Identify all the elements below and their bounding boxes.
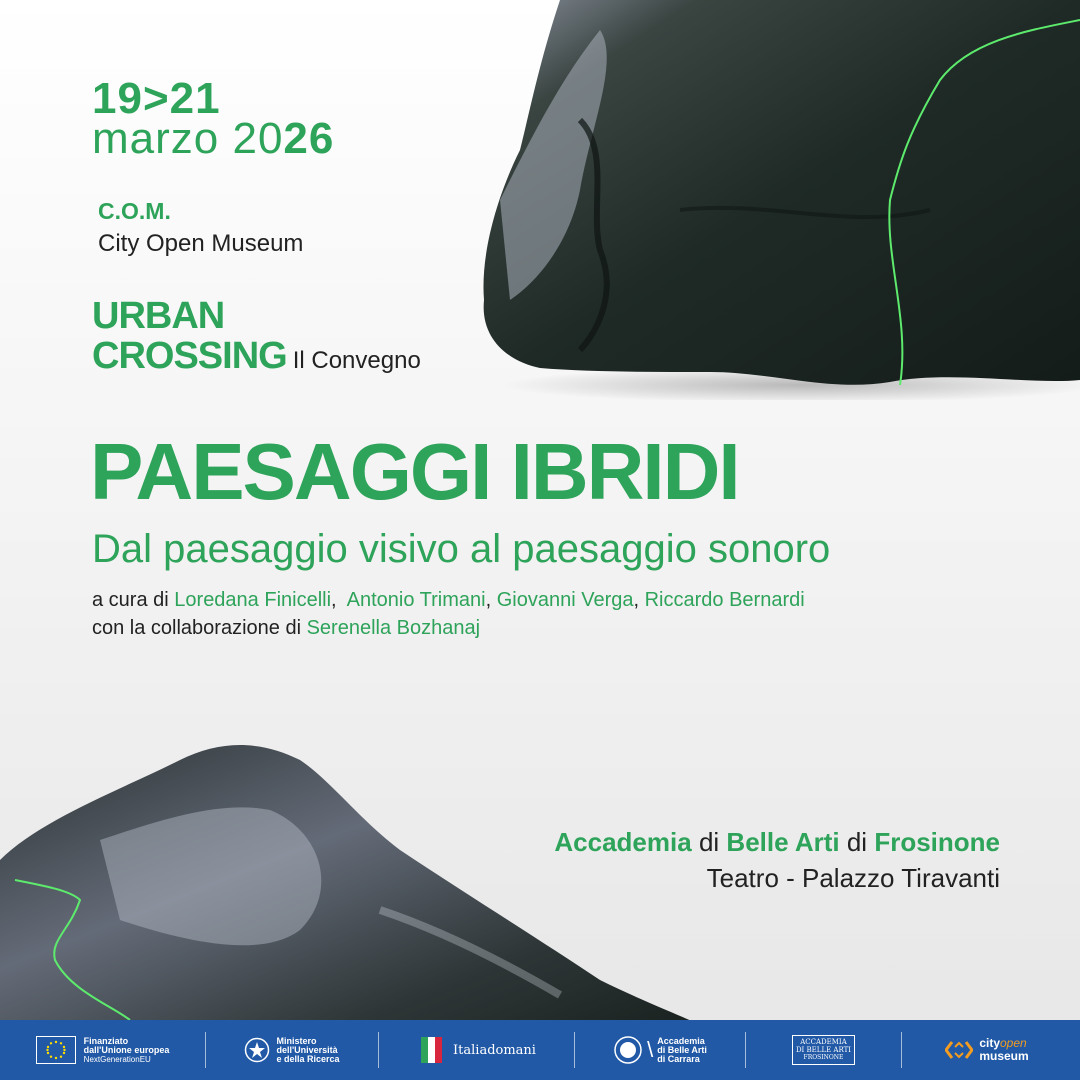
- ministry-line: Ministero: [276, 1035, 317, 1046]
- venue-word: Belle Arti: [726, 827, 840, 857]
- ministry-emblem-icon: [244, 1037, 270, 1063]
- rock-image-top: [470, 0, 1080, 400]
- curator-name: Loredana Finicelli: [174, 589, 332, 611]
- city-open-museum-logo: [902, 1020, 1072, 1080]
- frosinone-line: ACCADEMIA: [800, 1038, 847, 1046]
- main-title: PAESAGGI IBRIDI: [90, 427, 739, 516]
- frosinone-line: DI BELLE ARTI: [795, 1046, 852, 1054]
- italiadomani-logo: [379, 1020, 574, 1080]
- eu-logo: [0, 1020, 205, 1080]
- com-word: open: [1000, 1036, 1027, 1050]
- series-title: [92, 296, 421, 381]
- credits: a cura di Loredana Finicelli, Antonio Trimani, Giovanni Verga, Riccardo Bernardi con la collaborazione di Serenella Bozhanaj: [92, 589, 805, 639]
- collab-prefix: con la collaborazione di: [92, 617, 302, 639]
- ministry-line: e della Ricerca: [276, 1053, 340, 1064]
- curator-name: Riccardo Bernardi: [644, 589, 805, 611]
- carrara-slash-icon: \: [647, 1037, 654, 1062]
- italiadomani-text: Italiadomani: [453, 1042, 536, 1058]
- com-word: city: [979, 1036, 1000, 1050]
- event-month-year: [92, 114, 334, 164]
- com-diamond-icon: [945, 1039, 973, 1061]
- curator-name: Antonio Trimani: [346, 589, 486, 611]
- sponsor-footer: [0, 1020, 1080, 1080]
- event-year-bold: 26: [283, 114, 335, 163]
- venue-word: di: [846, 827, 868, 857]
- ministry-logo: [206, 1020, 378, 1080]
- museum-name: City Open Museum: [98, 230, 304, 257]
- event-month: marzo 20: [92, 114, 284, 163]
- museum-acronym: C.O.M.: [98, 198, 171, 224]
- curated-prefix: a cura di: [92, 589, 169, 611]
- eu-flag-icon: [36, 1036, 76, 1064]
- frosinone-line: FROSINONE: [803, 1054, 844, 1061]
- venue-word: Accademia: [554, 827, 692, 857]
- italy-map-icon: [417, 1033, 451, 1067]
- collaborator-name: Serenella Bozhanaj: [306, 617, 481, 639]
- frosinone-logo: [746, 1020, 901, 1080]
- carrara-line: di Carrara: [657, 1053, 700, 1064]
- series-line1: URBAN: [92, 295, 225, 337]
- curator-name: Giovanni Verga: [496, 589, 634, 611]
- eu-line: Finanziato: [83, 1035, 129, 1046]
- carrara-line: di Belle Arti: [657, 1044, 707, 1055]
- eu-line: dall'Unione europea: [83, 1044, 170, 1055]
- venue-institution: [554, 824, 1000, 860]
- event-dates: 19>21: [92, 74, 221, 123]
- ministry-line: dell'Università: [276, 1044, 338, 1055]
- eu-line: NextGenerationEU: [83, 1054, 151, 1064]
- carrara-seal-icon: [613, 1035, 643, 1065]
- venue: [554, 824, 1000, 896]
- venue-word: di: [698, 827, 720, 857]
- venue-place: Teatro - Palazzo Tiravanti: [706, 863, 1000, 893]
- com-word: museum: [979, 1049, 1029, 1063]
- series-label: Il Convegno: [292, 347, 421, 374]
- venue-word: Frosinone: [874, 827, 1000, 857]
- series-line2: CROSSING: [92, 335, 287, 377]
- carrara-line: Accademia: [657, 1035, 705, 1046]
- subtitle: Dal paesaggio visivo al paesaggio sonoro: [92, 527, 831, 571]
- carrara-logo: [575, 1020, 745, 1080]
